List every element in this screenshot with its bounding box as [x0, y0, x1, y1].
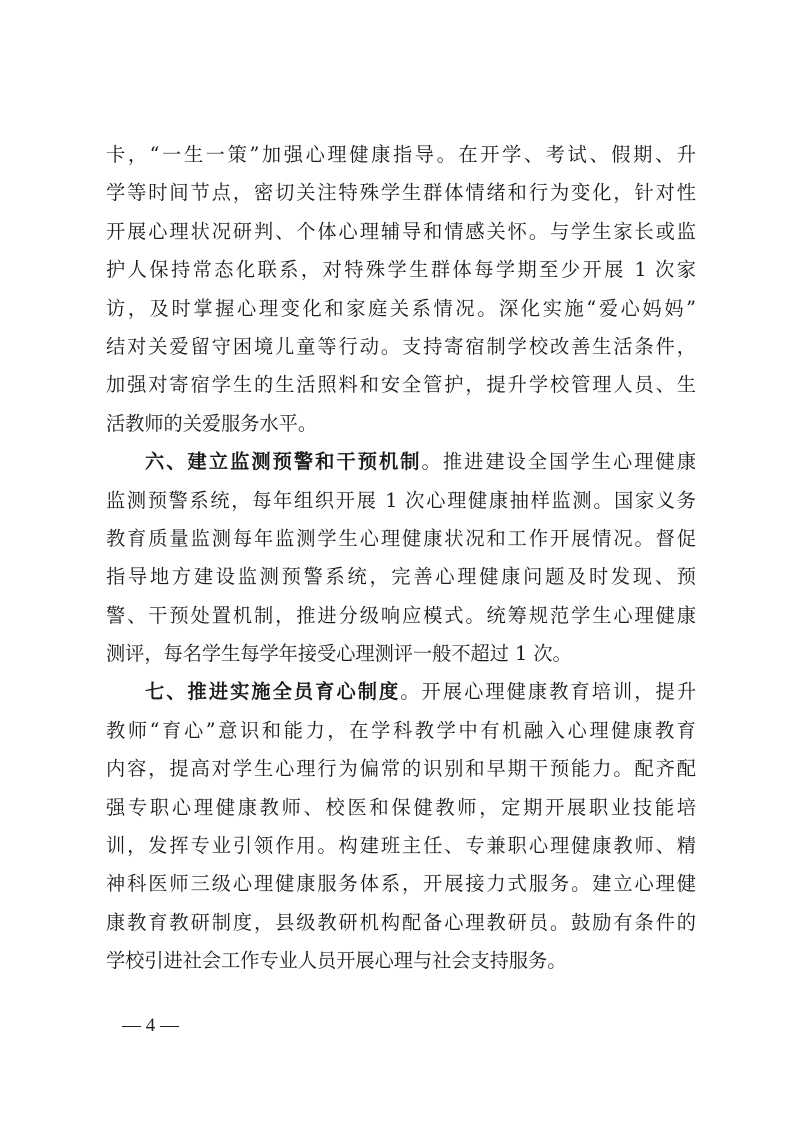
section-first-line [106, 443, 696, 481]
text-line: 神科医师三级心理健康服务体系，开展接力式服务。建立心理健 [106, 872, 696, 896]
text-line: 学校引进社会工作专业人员开展心理与社会支持服务。 [106, 949, 567, 973]
text-line: 开展心理状况研判、个体心理辅导和情感关怀。与学生家长或监 [106, 219, 696, 243]
text-line: 教师“育心”意识和能力，在学科教学中有机融入心理健康教育 [106, 718, 696, 742]
text-line: 测评，每名学生每学年接受心理测评一般不超过 1 次。 [106, 642, 572, 666]
section-text: 。开展心理健康教育培训，提升 [400, 680, 697, 704]
text-line: 指导地方建设监测预警系统，完善心理健康问题及时发现、预 [106, 565, 696, 589]
text-line: 访，及时掌握心理变化和家庭关系情况。深化实施“爱心妈妈” [106, 296, 696, 320]
text-line: 强专职心理健康教师、校医和保健教师，定期开展职业技能培 [106, 795, 696, 819]
page-number: — 4 — [122, 1015, 179, 1036]
text-line: 结对关爱留守困境儿童等行动。支持寄宿制学校改善生活条件， [106, 334, 696, 358]
text-line: 加强对寄宿学生的生活照料和安全管护，提升学校管理人员、生 [106, 373, 696, 397]
text-line: 训，发挥专业引领作用。构建班主任、专兼职心理健康教师、精 [106, 834, 696, 858]
text-line: 卡，“一生一策”加强心理健康指导。在开学、考试、假期、升 [106, 143, 696, 166]
text-line: 护人保持常态化联系，对特殊学生群体每学期至少开展 1 次家 [106, 258, 696, 282]
section-heading: 六、建立监测预警和干预机制 [145, 450, 422, 474]
section-first-line [106, 673, 696, 711]
section-text: 。推进建设全国学生心理健康 [421, 450, 697, 474]
text-line: 内容，提高对学生心理行为偏常的识别和早期干预能力。配齐配 [106, 757, 696, 781]
paragraph-section-6 [106, 443, 696, 673]
text-line: 警、干预处置机制，推进分级响应模式。统筹规范学生心理健康 [106, 603, 696, 627]
body-text [106, 136, 696, 981]
paragraph-1 [106, 136, 696, 443]
text-line: 监测预警系统，每年组织开展 1 次心理健康抽样监测。国家义务 [106, 488, 696, 512]
text-line: 活教师的关爱服务水平。 [106, 411, 318, 435]
paragraph-section-7 [106, 673, 696, 980]
text-line: 康教育教研制度，县级教研机构配备心理教研员。鼓励有条件的 [106, 910, 696, 934]
text-line: 学等时间节点，密切关注特殊学生群体情绪和行为变化，针对性 [106, 181, 696, 205]
text-line: 教育质量监测每年监测学生心理健康状况和工作开展情况。督促 [106, 526, 696, 550]
section-heading: 七、推进实施全员育心制度 [145, 680, 401, 704]
